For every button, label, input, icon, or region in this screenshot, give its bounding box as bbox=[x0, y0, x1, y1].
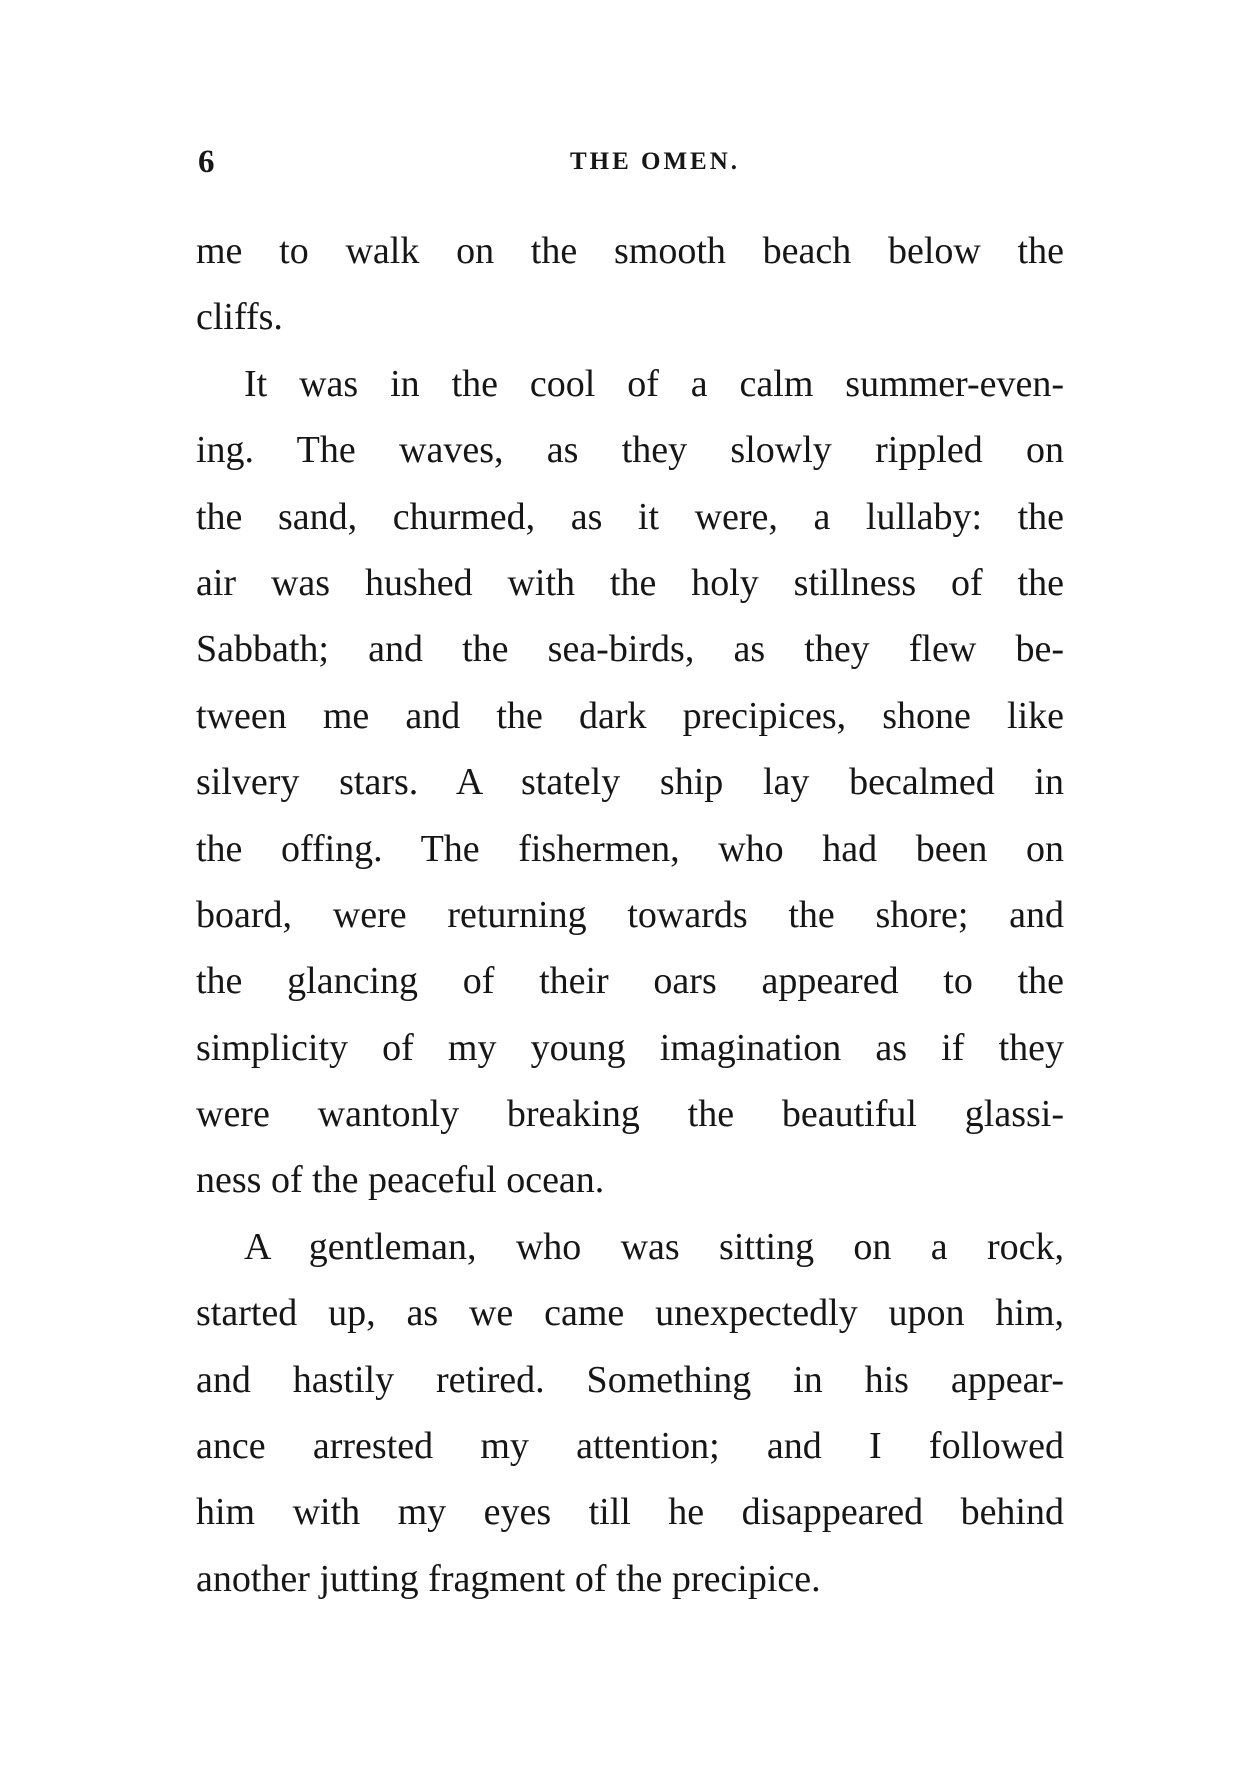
text-line: It was in the cool of a calm summer-even- bbox=[244, 362, 1064, 405]
text-line: air was hushed with the holy stillness of the bbox=[196, 561, 1064, 604]
text-line: ance arrested my attention; and I followed bbox=[196, 1425, 1064, 1468]
text-line: another jutting fragment of the precipice. bbox=[196, 1557, 821, 1600]
text-line: silvery stars. A stately ship lay becalmed in bbox=[196, 761, 1064, 804]
text-line: tween me and the dark precipices, shone like bbox=[196, 694, 1064, 737]
running-title: THE OMEN. bbox=[569, 148, 741, 175]
text-line: cliffs. bbox=[196, 296, 283, 339]
paragraph bbox=[196, 1214, 1064, 1612]
text-line: the sand, churmed, as it were, a lullaby: the bbox=[196, 495, 1064, 538]
text-line: board, were returning towards the shore; and bbox=[196, 893, 1064, 936]
text-line: the offing. The fishermen, who had been on bbox=[196, 827, 1064, 870]
text-line: started up, as we came unexpectedly upon him, bbox=[196, 1292, 1064, 1335]
paragraph bbox=[196, 218, 1064, 351]
text-line: Sabbath; and the sea-birds, as they flew be- bbox=[196, 628, 1064, 671]
text-line: simplicity of my young imagination as if they bbox=[196, 1026, 1064, 1069]
body-text bbox=[196, 218, 1064, 1612]
text-line: and hastily retired. Something in his appear- bbox=[196, 1358, 1064, 1401]
text-line: ness of the peaceful ocean. bbox=[196, 1159, 605, 1202]
text-line: the glancing of their oars appeared to the bbox=[196, 960, 1064, 1003]
text-line: him with my eyes till he disappeared behind bbox=[196, 1491, 1064, 1534]
running-head bbox=[198, 142, 1078, 182]
paragraph bbox=[196, 351, 1064, 1214]
text-line: ing. The waves, as they slowly rippled on bbox=[196, 429, 1064, 472]
page-number: 6 bbox=[198, 144, 215, 180]
text-line: me to walk on the smooth beach below the bbox=[196, 230, 1064, 272]
text-line: were wantonly breaking the beautiful glassi- bbox=[196, 1093, 1064, 1136]
text-line: A gentleman, who was sitting on a rock, bbox=[244, 1225, 1064, 1268]
